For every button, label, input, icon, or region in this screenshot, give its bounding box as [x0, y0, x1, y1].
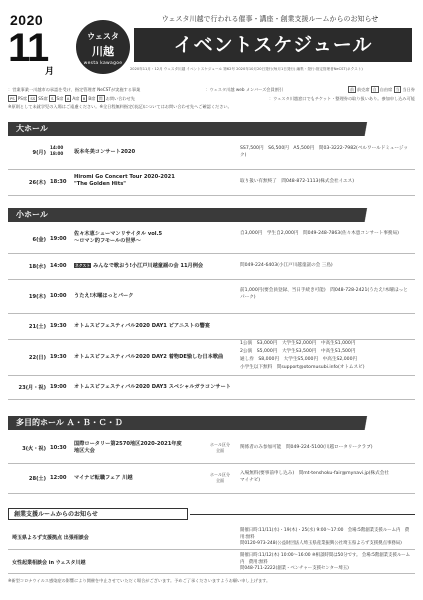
support-row — [8, 524, 415, 550]
event-time: 19:30 — [50, 354, 67, 360]
event-date: 22(日) — [28, 355, 46, 361]
page-title: イベントスケジュール — [134, 28, 412, 62]
hall-section — [208, 472, 232, 483]
month-unit: 月 — [45, 67, 55, 77]
event-date: 21(土) — [28, 324, 46, 330]
event-date: 3(火・祝) — [22, 446, 46, 452]
event-date: 9(月) — [32, 150, 46, 156]
footnote: ※新型コロナウイルス感染症の影響により開催を中止させていただく場合がございます。予めご了承くださいますようお願い申し上げます。 — [8, 578, 271, 583]
event-name-line2: "The Golden Hits" — [74, 181, 126, 187]
event-info: SS7,500円 S6,500円 A5,500円 問03-3222-7982(ベルワールドミュージック) — [240, 146, 409, 158]
hall-section-label: ホール区分 — [210, 442, 230, 447]
legend-age-note: ※原則として未就学児の入場はご遠慮ください。※全日程無料指定(表記)についてはお問い合わせ先へご確認ください。 — [8, 104, 232, 109]
legend — [8, 86, 415, 112]
event-row — [8, 314, 415, 340]
event-time: 19:00 — [50, 236, 67, 242]
legend-host-note: ：営業事業一川越市の承認を受け、指定管理者 NeCSTが実施する事業 — [8, 87, 141, 92]
event-name: オトムスビフェスティバル2020 DAY2 着物DE愉しむ日本歌曲 — [74, 354, 224, 360]
event-time — [50, 145, 63, 157]
event-name — [74, 231, 246, 245]
event-name: 坂本冬美コンサート2020 — [74, 149, 136, 155]
legend-seat-group-2 — [8, 95, 135, 104]
event-date: 28(土) — [28, 476, 46, 482]
section-small-hall: 小ホール — [8, 208, 415, 222]
event-name-line2: ～ロマン的フモールの世界～ — [74, 238, 141, 244]
event-info: 前1,000円(要会員登録、当日手続き可能) 問048-728-2421(うたえ!木曜ほっとパーク) — [240, 288, 408, 300]
tagline: ウェスタ川越で行われる催事・講座・創業支援ルームからのお知らせ — [161, 15, 379, 23]
event-date: 6(金) — [32, 237, 46, 243]
event-time: 19:00 — [50, 384, 67, 390]
section-multipurpose-hall: 多目的ホール Ａ・Ｂ・Ｃ・Ｄ — [8, 416, 415, 430]
year: 2020 — [10, 12, 44, 28]
event-time: 18:30 — [50, 179, 67, 185]
legend-label: お問い合わせ先 — [105, 95, 135, 101]
event-date: 18(水) — [28, 264, 46, 270]
legend-row-1 — [8, 86, 415, 95]
event-row — [8, 434, 415, 464]
event-name: マイナビ転職フェア 川越 — [74, 475, 133, 481]
logo-line1: ウェスタ — [87, 32, 119, 41]
event-time: 19:30 — [50, 323, 67, 329]
event-info: 自3,000円 学生自2,000円 問049-248-7863(佐々木恵コンサート事務局) — [240, 231, 399, 236]
event-row — [8, 170, 415, 196]
event-info-line2: マイナビ) — [240, 477, 261, 483]
event-info-line1: 入場無料(要事前申し込み) 問mt-tenshoku-fair@mynavi.jp(株式会社 — [240, 471, 389, 476]
legend-badge: 前 — [350, 87, 354, 92]
support-row — [8, 550, 415, 574]
legend-seat-group-1 — [348, 86, 415, 95]
legend-member-note: ：ウェスタ川越 web メンバーズ会員割引 — [205, 87, 284, 92]
event-time: 10:00 — [50, 293, 67, 299]
legend-label: PS席 — [17, 95, 28, 101]
section-main-hall: 大ホール — [8, 122, 415, 136]
event-row — [8, 254, 415, 280]
support-item-info — [240, 553, 412, 573]
event-row — [8, 340, 415, 376]
event-name-text: みんなで歌おう!小江戸川越童謡の会 11月例会 — [93, 263, 204, 269]
support-item-name: 女性起業相談会 in ウェスタ川越 — [12, 560, 86, 566]
westa-logo — [76, 20, 130, 74]
price-line-3: 通し券 S8,000円 大学生S5,000円 中高生S2,000円 — [240, 357, 358, 362]
legend-row-2 — [8, 95, 415, 104]
month-number: 11 — [8, 26, 49, 70]
event-time-a: 14:00 — [50, 145, 64, 150]
header — [0, 0, 423, 80]
event-info: 問049-224-6403(小江戸川越童謡の会 三島) — [240, 263, 333, 268]
event-name — [74, 441, 204, 455]
issue-line: 2020年11月・12月 ウェスタ川越 イベントスケジュール 第62号 2020年10月20日発行(毎月1日発行) 編集・発行:指定管理者NeCST(ネクスト) — [130, 67, 363, 71]
hall-section-value: 全面 — [216, 447, 224, 453]
legend-badge: S — [51, 95, 54, 101]
legend-ticket-note: ：ウェスタ川越窓口でもチケット・整理券の取り扱いあり。参加申し込み可能 — [268, 95, 415, 101]
price-line-1: 1公演 S3,000円 大学生S2,000円 中高生S1,000円 — [240, 341, 356, 346]
event-date: 26(木) — [28, 180, 46, 186]
support-item-info — [240, 528, 412, 548]
event-info: 取り扱い有無終了 問048-872-1113(株式会社イエス) — [240, 179, 355, 184]
event-info: 関係者のみ参加可能 問049-224-5100(川越ロータリークラブ) — [240, 445, 373, 450]
legend-badge: PS — [10, 95, 15, 101]
legend-badge: SS — [30, 95, 36, 101]
event-name — [74, 263, 246, 270]
event-name: うたえ!木曜ほっとパーク — [74, 293, 134, 299]
event-name: オトムスビフェスティバル2020 DAY3 スペシャルガラコンサート — [74, 384, 231, 390]
logo-line2: 川越 — [92, 45, 114, 58]
price-line-2: 2公演 S5,000円 大学生S3,500円 中高生S1,500円 — [240, 349, 356, 354]
event-date: 19(木) — [28, 294, 46, 300]
divider — [190, 514, 415, 515]
event-row — [8, 464, 415, 494]
event-time: 12:00 — [50, 475, 67, 481]
event-name-line2: 地区大会 — [74, 448, 95, 454]
legend-label: 当日券 — [402, 87, 415, 92]
support-item-name: 埼玉県よろず支援拠点 出張相談会 — [12, 535, 89, 541]
event-time: 14:00 — [50, 263, 67, 269]
event-date: 23(月・祝) — [18, 385, 46, 391]
event-name-line1: Hiromi Go Concert Tour 2020-2021 — [74, 174, 175, 180]
event-name: オトムスビフェスティバル2020 DAY1 ピアニストの響宴 — [74, 323, 210, 329]
logo-line3: westa kawagoe — [83, 61, 123, 66]
support-info-line1: 開催日時:11/12(木) 10:00～16:00 ※相談時間は50分です。 会場:5階創業支援ルーム内 費用:無料 — [240, 553, 411, 565]
legend-badge: 当 — [395, 87, 400, 92]
event-time: 10:30 — [50, 445, 67, 451]
hall-section-label: ホール区分 — [210, 472, 230, 477]
hall-section-value: 全面 — [216, 477, 224, 483]
nexst-tag: ネクスト — [75, 263, 91, 268]
support-info-line2: 問0120-973-248(公益財団法人埼玉県産業振興公社埼玉県よろず支援拠点事務局) — [240, 541, 402, 546]
legend-label: B席 — [88, 95, 96, 101]
event-info — [240, 340, 412, 372]
event-info — [240, 471, 412, 484]
event-row — [8, 140, 415, 170]
event-time-b: 18:00 — [50, 151, 64, 156]
event-name-line1: 国際ロータリー第2570地区2020-2021年度 — [74, 441, 182, 447]
event-row — [8, 280, 415, 314]
legend-badge: 問 — [98, 95, 103, 101]
event-name — [74, 174, 246, 188]
support-info-line1: 開催日時:11/11(水)・19(木)・25(水) 9:00～17:00 会場:5階創業支援ルーム内 費用:無料 — [240, 528, 410, 540]
legend-badge: B — [82, 95, 86, 101]
legend-badge: A — [66, 95, 70, 101]
event-name-line1: 佐々木恵シューマンリサイタル vol.5 — [74, 231, 163, 237]
event-row — [8, 226, 415, 254]
legend-badge: 自 — [372, 87, 377, 92]
legend-label: 自由席 — [379, 87, 393, 92]
legend-row-3 — [8, 103, 415, 112]
event-row — [8, 376, 415, 400]
legend-label: A席 — [72, 95, 80, 101]
legend-label: S席 — [56, 95, 64, 101]
support-room-title: 創業支援ルームからのお知らせ — [8, 508, 188, 520]
support-info-line2: 問048-711-2222(創業・ベンチャー支援センター埼玉) — [240, 566, 349, 571]
legend-label: 前売席 — [356, 87, 370, 92]
price-line-4: 小学生以下無料 問support@otomusubi.info(オトムスビ) — [240, 365, 365, 370]
legend-label: SS席 — [38, 95, 48, 101]
hall-section — [208, 442, 232, 453]
